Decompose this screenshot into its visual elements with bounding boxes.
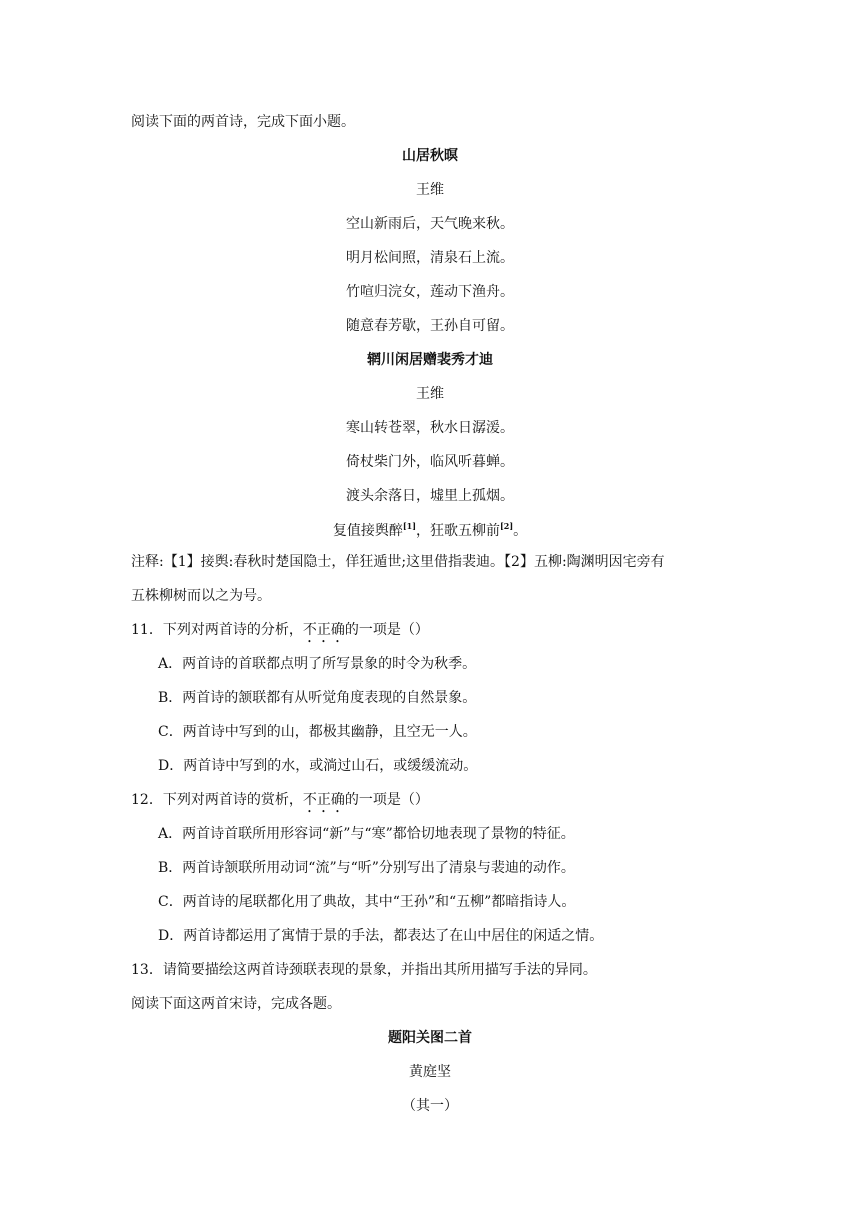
reading-instruction: 阅读下面这两首宋诗，完成各题。 [131, 996, 341, 1012]
poem2-last-line-part: ，狂歌五柳前 [416, 523, 500, 539]
poem2-line: 倚杖柴门外，临风听暮蝉。 [346, 454, 514, 470]
poem1-line: 竹喧归浣女，莲动下渔舟。 [346, 284, 514, 300]
poem3-title: 题阳关图二首 [388, 1030, 472, 1046]
footnote-marker: [1] [402, 521, 416, 531]
poem1-author: 王维 [416, 182, 444, 198]
reading-instruction: 阅读下面的两首诗，完成下面小题。 [131, 114, 355, 130]
footnote-marker: [2] [500, 521, 514, 531]
question-12 [131, 790, 429, 816]
emphasis-text: 不正确 [302, 792, 345, 808]
poem1-line: 明月松间照，清泉石上流。 [346, 250, 514, 266]
q12-option-c: C．两首诗的尾联都化用了典故，其中“王孙”和“五柳”都暗指诗人。 [158, 894, 576, 910]
emphasis-text: 不正确 [302, 622, 345, 638]
poem2-line: 寒山转苍翠，秋水日潺湲。 [346, 420, 514, 436]
q11-option-a: A．两首诗的首联都点明了所写景象的时令为秋季。 [158, 656, 477, 672]
question-11 [131, 620, 429, 646]
question-text: 12．下列对两首诗的赏析， [131, 792, 303, 808]
poem1-line: 空山新雨后，天气晚来秋。 [346, 216, 514, 232]
q11-option-d: D．两首诗中写到的水，或淌过山石，或缓缓流动。 [158, 758, 478, 774]
question-text: 的一项是（） [344, 622, 429, 638]
question-text: 11．下列对两首诗的分析， [131, 622, 303, 638]
q12-option-a: A．两首诗首联所用形容词“新”与“寒”都恰切地表现了景物的特征。 [158, 826, 575, 842]
poem2-title: 辋川闲居赠裴秀才迪 [367, 352, 493, 368]
q12-option-b: B．两首诗颔联所用动词“流”与“听”分别写出了清泉与裴迪的动作。 [158, 860, 575, 876]
q11-option-b: B．两首诗的颔联都有从听觉角度表现的自然景象。 [158, 690, 477, 706]
poem2-line [0, 516, 860, 541]
poem2-author: 王维 [416, 386, 444, 402]
question-13: 13．请简要描绘这两首诗颈联表现的景象，并指出其所用描写手法的异同。 [131, 962, 597, 978]
poem1-line: 随意春芳歇，王孙自可留。 [346, 318, 514, 334]
poem2-last-line-part: 。 [513, 523, 528, 539]
annotation-line: 五株柳树而以之为号。 [131, 588, 271, 604]
q12-option-d: D．两首诗都运用了寓情于景的手法，都表达了在山中居住的闲适之情。 [158, 928, 604, 944]
poem2-last-line-part: 复值接舆醉 [332, 523, 403, 539]
poem3-author: 黄庭坚 [409, 1064, 451, 1080]
q11-option-c: C．两首诗中写到的山，都极其幽静，且空无一人。 [158, 724, 477, 740]
poem2-line: 渡头余落日，墟里上孤烟。 [346, 488, 514, 504]
question-text: 的一项是（） [344, 792, 429, 808]
poem1-title: 山居秋暝 [402, 148, 458, 164]
poem3-subtitle: （其一） [402, 1098, 458, 1114]
annotation-line: 注释:【1】接舆:春秋时楚国隐士，佯狂遁世;这里借指裴迪。【2】五柳:陶渊明因宅旁有 [131, 554, 665, 570]
